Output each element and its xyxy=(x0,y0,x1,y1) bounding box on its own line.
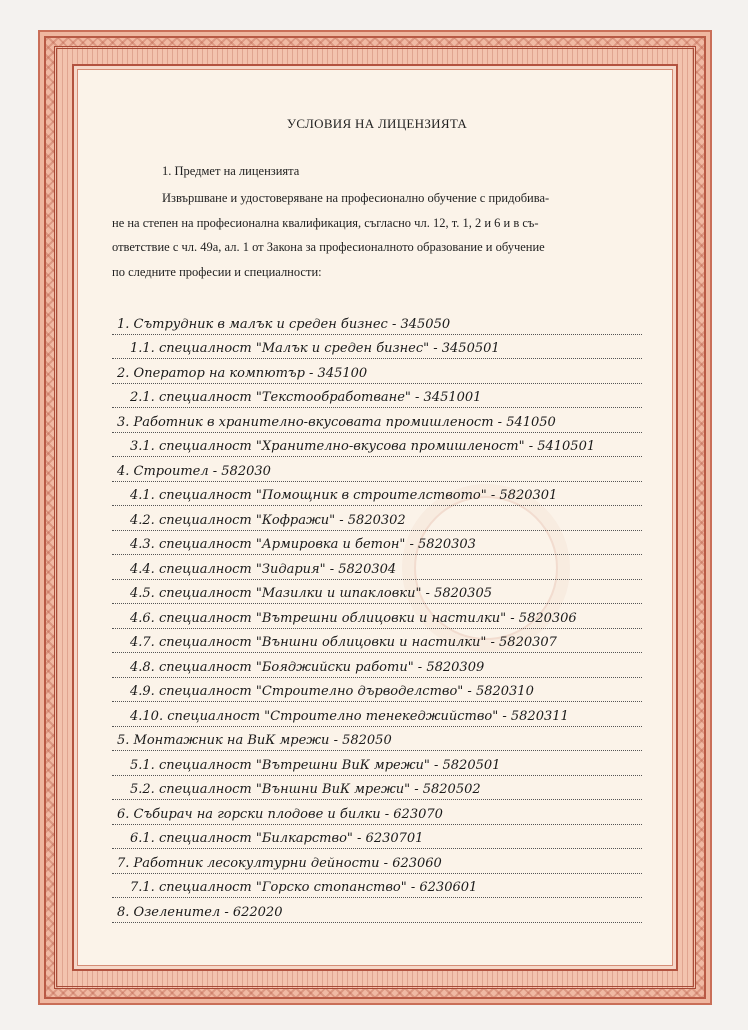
handwritten-entry: 4.6. специалност "Вътрешни облицовки и настилки" - 5820306 xyxy=(130,610,577,626)
handwritten-entry: 4.4. специалност "Зидария" - 5820304 xyxy=(130,561,397,577)
profession-item xyxy=(112,457,642,482)
document-content xyxy=(112,104,642,944)
certificate-page xyxy=(38,30,712,1005)
specialty-item xyxy=(112,874,642,899)
handwritten-entry: 1. Сътрудник в малък и среден бизнес - 345050 xyxy=(117,316,451,332)
handwritten-entry: 4.5. специалност "Мазилки и шпакловки" - 5820305 xyxy=(130,586,492,601)
handwritten-entry: 4.10. специалност "Строително тенекеджийство" - 5820311 xyxy=(130,708,569,724)
handwritten-entry: 5.1. специалност "Вътрешни ВиК мрежи" - 5820501 xyxy=(130,757,501,773)
handwritten-entry: 6.1. специалност "Билкарство" - 6230701 xyxy=(130,831,424,846)
handwritten-entry: 3. Работник в хранително-вкусовата промишленост - 541050 xyxy=(117,414,556,430)
profession-item xyxy=(112,359,642,384)
specialty-item xyxy=(112,825,642,850)
profession-item xyxy=(112,727,642,752)
profession-list xyxy=(112,310,642,923)
paragraph-line: не на степен на професионална квалификация, съгласно чл. 12, т. 1, 2 и 6 и в съ- xyxy=(112,215,539,230)
specialty-item xyxy=(112,702,642,727)
profession-item xyxy=(112,898,642,923)
handwritten-entry: 4.3. специалност "Армировка и бетон" - 5820303 xyxy=(130,537,476,552)
specialty-item xyxy=(112,384,642,409)
section-heading: 1. Предмет на лицензията xyxy=(162,164,300,178)
specialty-item xyxy=(112,506,642,531)
handwritten-entry: 8. Озеленител - 622020 xyxy=(117,904,283,920)
document-title: УСЛОВИЯ НА ЛИЦЕНЗИЯТА xyxy=(286,116,468,131)
handwritten-entry: 1.1. специалност "Малък и среден бизнес" - 3450501 xyxy=(130,341,500,356)
profession-item xyxy=(112,849,642,874)
profession-item xyxy=(112,310,642,335)
specialty-item xyxy=(112,555,642,580)
specialty-item xyxy=(112,604,642,629)
paragraph-line: по следните професии и специалности: xyxy=(112,264,322,279)
handwritten-entry: 4.8. специалност "Бояджийски работи" - 5820309 xyxy=(130,659,485,675)
handwritten-entry: 4.9. специалност "Строително дърводелство" - 5820310 xyxy=(130,684,534,699)
specialty-item xyxy=(112,335,642,360)
handwritten-entry: 2. Оператор на компютър - 345100 xyxy=(117,365,368,381)
specialty-item xyxy=(112,433,642,458)
handwritten-entry: 4.1. специалност "Помощник в строителството" - 5820301 xyxy=(130,488,558,503)
specialty-item xyxy=(112,482,642,507)
handwritten-entry: 2.1. специалност "Текстообработване" - 3451001 xyxy=(130,390,482,405)
specialty-item xyxy=(112,580,642,605)
handwritten-entry: 7.1. специалност "Горско стопанство" - 6230601 xyxy=(130,880,478,895)
specialty-item xyxy=(112,678,642,703)
handwritten-entry: 5. Монтажник на ВиК мрежи - 582050 xyxy=(117,733,392,748)
handwritten-entry: 4. Строител - 582030 xyxy=(117,463,271,479)
handwritten-entry: 4.2. специалност "Кофражи" - 5820302 xyxy=(130,512,406,528)
specialty-item xyxy=(112,531,642,556)
handwritten-entry: 5.2. специалност "Външни ВиК мрежи" - 5820502 xyxy=(130,782,481,797)
handwritten-entry: 4.7. специалност "Външни облицовки и настилки" - 5820307 xyxy=(130,635,557,650)
handwritten-entry: 3.1. специалност "Хранително-вкусова промишленост" - 5410501 xyxy=(130,439,596,454)
paragraph-line: Извършване и удостоверяване на професионално обучение с придобива- xyxy=(162,191,550,205)
specialty-item xyxy=(112,629,642,654)
intro-paragraph xyxy=(112,186,642,284)
profession-item xyxy=(112,800,642,825)
specialty-item xyxy=(112,653,642,678)
profession-item xyxy=(112,408,642,433)
specialty-item xyxy=(112,751,642,776)
paragraph-line: ответствие с чл. 49а, ал. 1 от Закона за професионалното образование и обучение xyxy=(112,240,545,254)
handwritten-entry: 7. Работник лесокултурни дейности - 623060 xyxy=(117,855,442,871)
handwritten-entry: 6. Събирач на горски плодове и билки - 623070 xyxy=(117,806,443,822)
specialty-item xyxy=(112,776,642,801)
